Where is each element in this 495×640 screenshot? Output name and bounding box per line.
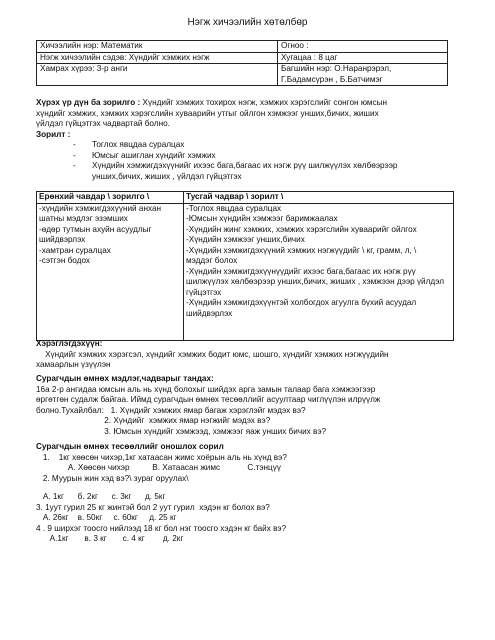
specific-skill-line: -Хүндийн хэмжээг унших,бичих	[186, 235, 305, 244]
specific-skill-line: -Тоглох явцдаа суралцах	[186, 203, 282, 213]
question-line: 2. Муурын жин хэд вэ?\ зураг оруулах\	[36, 473, 189, 483]
specific-skill-line: -Хүндийн хэмжигдэхүүний хэмжих нэгжүүдийг \ кг, грамм, л, \	[186, 245, 417, 255]
general-skill-line: -хүндийн хэмжигдэхүүний анхан	[39, 203, 162, 213]
document-title: Нэгж хичээлийн хөтөлбөр	[187, 17, 308, 28]
info-row	[37, 52, 448, 64]
goal-text-line: үйлдэл гүйцэтгэх чадвартай болно.	[36, 119, 170, 128]
goal-text	[36, 98, 454, 109]
subject-cell: Хичээлийн нэр: Математик	[37, 41, 278, 53]
prior-line: 2. Хүндийг хэмжих ямар нэгжийг мэдэх вэ?	[36, 416, 271, 425]
specific-skill-line: шийдвэрлэх	[186, 308, 233, 318]
teachers-line-2: Г.Бадамсүрэн , Б.Батчимэг	[281, 74, 383, 84]
specific-skill-line: -Хүндийн жинг хэмжих, хэмжих хэрэгслийн хуваарийг ойлгох	[186, 224, 417, 234]
goals-table	[36, 191, 454, 341]
specific-skill-line: -Хүндийн хэмжигдэхүүнтэй холбогдох агуулга бүхий асуудал	[186, 298, 417, 307]
prior-line: болно.Тухайлбал: 1. Хүндийг хэмжих ямар багаж хэрэглэйг мэдэх вэ?	[36, 405, 306, 415]
goal-heading: Хүрэх үр дүн ба зорилго :	[36, 98, 141, 107]
assessment-section	[36, 442, 454, 545]
list-item: - Хүндийн хэмжигдэхүүнийг ихээс бага,багаас их нэгж рүү шилжүүлэх хөлбөэрээр	[73, 161, 398, 170]
specific-skill-line: -Хүндийн хэмжигдэхүүнүүдийг ихээс бага,багаас их нэгж рүү	[186, 266, 416, 276]
date-cell: Огноо :	[278, 41, 448, 53]
prior-line: өргөтгөн судалж байгаа. Иймд сурагчдын өмнөх тесөөллийг асуултаар чиглүүлэн илрүүлж	[36, 395, 381, 404]
general-skill-line: -сэтгэн бодох	[39, 256, 91, 265]
question-line: А. 1кг б. 2кг с. 3кг д. 5кг	[36, 492, 166, 501]
list-item: - Юмсыг ашиглан хүндийг хэмжих	[73, 150, 216, 160]
general-skill-line: шийдвэрлэх	[39, 235, 86, 244]
specific-skill-line: мэддэг болох	[186, 256, 238, 265]
info-row	[37, 64, 448, 86]
info-table	[36, 40, 448, 86]
specific-skill-line: шилжүүлэх хөлбөэрээр унших,бичих, жиших , хэмжээн дээр үйлдэл	[186, 277, 445, 286]
zorilt-list	[36, 140, 454, 182]
topic-cell: Нэгж хичээлийн сэдэв: Хүндийг хэмжих нэгж	[37, 52, 278, 64]
question-line: 4 . 9 ширхэг тоосго нийлээд 18 кг бол нэг тоосго хэдэн кг байх вэ?	[36, 523, 287, 533]
materials-line: Хүндийг хэмжих хэрэгсэл, хүндийг хэмжих бодит юмс, шошго, хүндийг хэмжих нэгжүүдийн	[36, 349, 389, 359]
specific-skill-cell	[184, 203, 454, 340]
general-skill-line: -өдөр тутмын ахуйн асуудлыг	[39, 224, 152, 234]
list-item: унших,бичих, жиших , үйлдэл гүйцэтгэх	[92, 171, 242, 181]
prior-line: 16а 2-р ангидаа юмсын аль нь хүнд болохыг шийдэх арга замын талаар бага хэмжээгээр	[36, 384, 376, 394]
teachers-line-1: Багшийн нэр: О.Наранрэрэл,	[281, 64, 392, 73]
general-skill-cell	[37, 203, 184, 340]
prior-knowledge-section	[36, 374, 454, 437]
prior-line: 3. Юмсын хүндийг хэмжээд, хэмжээг яаж унших бичих вэ?	[36, 426, 327, 436]
question-line: А.1кг в. 3 кг с. 4 кг д. 2кг	[36, 534, 184, 543]
list-item: - Тоглох явцдаа суралцах	[73, 140, 185, 149]
teachers-cell	[278, 64, 448, 86]
materials-section	[36, 339, 454, 371]
goal-section	[36, 98, 454, 182]
question-line: А. 26кг в. 50кг с. 60кг д. 25 кг	[36, 513, 177, 522]
general-skill-header: Ерөнхий чавдар \ зорилго \	[37, 192, 184, 204]
blank-line	[36, 484, 454, 492]
duration-cell: Хугацаа : 8 цаг	[278, 52, 448, 64]
question-line: 3. 1уут гурил 25 кг жинтэй бол 2 уут гурил хэдэн кг болох вэ?	[36, 502, 270, 512]
specific-skill-header: Тусгай чадвар \ зорилт \	[184, 192, 454, 204]
zorilt-label: Зорилт :	[36, 129, 71, 139]
question-line: 1. 1кг хөөсөн чихэр,1кг хатаасан жимс хоёрын аль нь хүнд вэ?	[36, 452, 287, 462]
general-skill-line: шатны мэдлэг эзэмших	[39, 214, 128, 223]
general-skill-line: -хамтран суралцах	[39, 245, 111, 255]
scope-cell: Хамрах хүрээ: 3-р анги	[37, 64, 278, 86]
goal-text-line: Хүндийг хэмжих тохирох нэгж, хэмжих хэрэгслийг сонгон юмсын	[142, 98, 387, 107]
goals-header-row	[37, 192, 454, 204]
specific-skill-line: гүйцэтгэх	[186, 287, 222, 297]
materials-heading: Хэрэглэгдэхүүн:	[36, 339, 103, 348]
assessment-heading: Сурагчдын өмнөх тесөөллийг оношлох сорил	[36, 442, 224, 451]
question-line: А. Хөөсөн чихэр В. Хатаасан жимс С.тэнцүү	[36, 463, 281, 472]
goal-text-line: хүндийг хэмжих, хэмжих хэрэгслийн хуваарийн утгыг ойлгон хэмжээг унших,бичих, жиших	[36, 108, 379, 118]
prior-heading: Сурагчдын өмнөх мэдлэг,чадварыг тандах:	[36, 374, 214, 383]
info-row	[37, 41, 448, 53]
specific-skill-line: -Юмсын хүндийн хэмжээг баримжаалах	[186, 214, 338, 223]
goals-body-row	[37, 203, 454, 340]
materials-line: хамаарлын үзүүлэн	[36, 360, 111, 369]
